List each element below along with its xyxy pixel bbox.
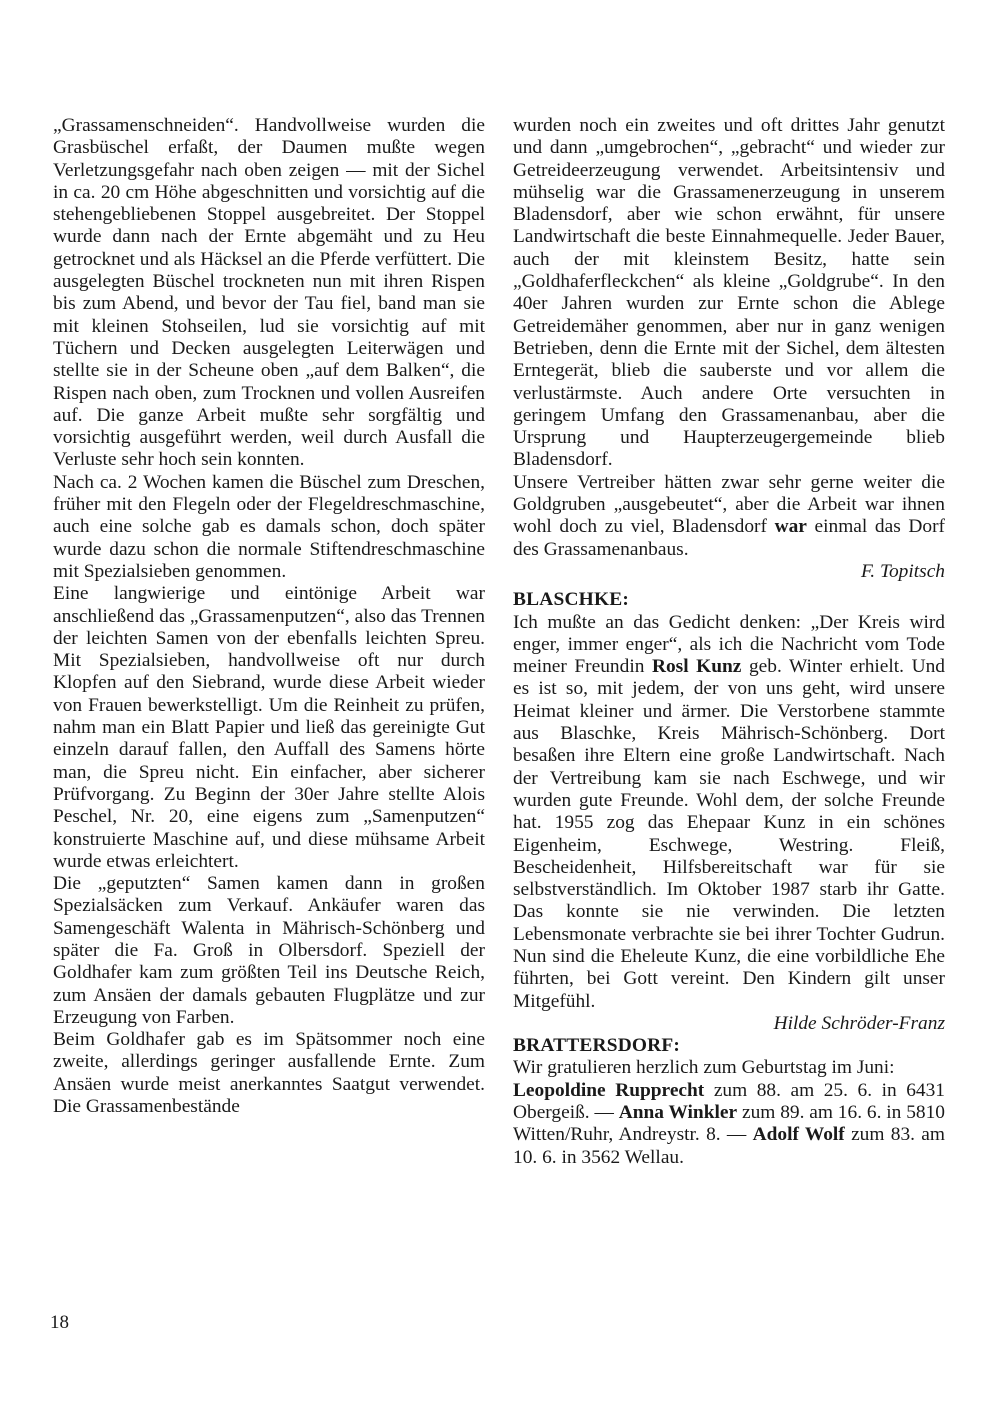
person-name: Adolf Wolf bbox=[752, 1124, 845, 1146]
author-signature: Hilde Schröder-Franz bbox=[773, 1012, 945, 1034]
author-signature: F. Topitsch bbox=[860, 560, 945, 582]
right-column bbox=[513, 115, 945, 1169]
paragraph-text: geb. Winter erhielt. Und es ist so, mit jedem, der von uns geht, wird unsere Heimat kleiner und ärmer. Die Verstorbene stammte aus Blaschke, Kreis Mährisch-Schönberg. Dort besaßen ihre Eltern eine große Landwirtschaft. Nach der Vertreibung kam sie nach Eschwege, und wir wurden gute Freunde. Wohl dem, der solche Freunde hat. 1955 zog das Ehepaar Kunz in ein schönes Eigenheim, Eschwege, Westring. Fleiß, Bescheidenheit, Hilfsbereitschaft war für sie selbstverständlich. Im Oktober 1987 starb ihr Gatte. Das konnte sie nie verwinden. Die letzten Lebensmonate verbrachte sie bei ihrer Tochter Gudrun. Nun sind die Eheleute Kunz, die eine vorbildliche Ehe führten, bei Gott vereint. Den Kindern gilt unser Mitgefühl. bbox=[513, 656, 945, 1012]
person-name: Rosl Kunz bbox=[651, 656, 742, 678]
section-heading-blaschke: BLASCHKE: bbox=[513, 589, 630, 611]
emphasis-word: war bbox=[774, 516, 807, 538]
paragraph-text: zum 88. am 25. 6. in 6431 Obergeiß. — bbox=[513, 1079, 945, 1124]
section-heading-brattersdorf: BRATTERSDORF: bbox=[513, 1035, 681, 1057]
paragraph: Die „geputzten“ Samen kamen dann in großen Spezialsäcken zum Verkauf. Ankäufer waren das Samengeschäft Walenta in Mährisch-Schönberg und später die Fa. Groß in Olbersdorf. Speziell der Goldhafer kam zum größten Teil ins Deutsche Reich, zum Ansäen der damals gebauten Flugplätze und zur Erzeugung von Farben. bbox=[53, 873, 485, 1028]
paragraph-text: zum 83. am 10. 6. in 3562 Wellau. bbox=[513, 1124, 945, 1168]
person-name: Anna Winkler bbox=[618, 1102, 738, 1124]
paragraph: „Grassamenschneiden“. Handvollweise wurden die Grasbüschel erfaßt, der Daumen mußte wegen Verletzungsgefahr nach oben zeigen — mit der Sichel in ca. 20 cm Höhe abgeschnitten und vorsichtig auf die stehengebliebenen Stoppel ausgebreitet. Der Stoppel wurde dann nach der Ernte abgemäht und zu Heu getrocknet und als Häcksel an die Pferde verfüttert. Die ausgelegten Büschel trockneten nun mit ihren Rispen bis zum Abend, und bevor der Tau fiel, band man sie mit kleinen Stohseilen, lud sie vorsichtig auf mit Tüchern und Decken ausgelegten Leiterwägen und stellte sie in der Scheune oben „auf dem Balken“, die Rispen nach oben, zum Trocknen und vollen Ausreifen auf. Die ganze Arbeit mußte sehr sorgfältig und vorsichtig ausgeführt werden, weil durch Ausfall die Verluste sehr hoch sein konnten. bbox=[53, 115, 485, 471]
page-number: 18 bbox=[50, 1312, 69, 1333]
paragraph: Wir gratulieren herzlich zum Geburtstag im Juni: bbox=[513, 1057, 895, 1079]
paragraph-text: Ich mußte an das Gedicht denken: „Der Kreis wird enger, immer enger“, als ich die Nachricht vom Tode meiner Freundin bbox=[513, 611, 945, 678]
paragraph-text: zum 89. am 16. 6. in 5810 Witten/Ruhr, Andreystr. 8. — bbox=[513, 1102, 946, 1146]
paragraph-text: Unsere Vertreiber hätten zwar sehr gerne weiter die Goldgruben „ausgebeutet“, aber die Arbeit war ihnen wohl doch zu viel, Bladensdorf bbox=[513, 471, 945, 538]
paragraph-text: einmal das Dorf des Grassamenanbaus. bbox=[513, 516, 945, 560]
paragraph: Nach ca. 2 Wochen kamen die Büschel zum Dreschen, früher mit den Flegeln oder der Flegeldreschmaschine, auch eine solche gab es damals schon, doch später wurde dazu schon die normale Stiftendreschmaschine mit Spezialsieben genommen. bbox=[53, 471, 485, 582]
person-name: Leopoldine Rupprecht bbox=[513, 1079, 705, 1101]
left-column bbox=[53, 115, 485, 1118]
paragraph bbox=[513, 1080, 945, 1169]
paragraph: wurden noch ein zweites und oft drittes Jahr genutzt und dann „umgebrochen“, „gebracht“ und wieder zur Getreideerzeugung verwendet. Arbeitsintensiv und mühselig war die Grassamenerzeugung in unserem Bladensdorf, aber wie schon erwähnt, für unsere Landwirtschaft die beste Einnahmequelle. Jeder Bauer, auch der mit kleinstem Besitz, hatte sein „Goldhaferfleckchen“ als kleine „Goldgrube“. In den 40er Jahren wurden zur Ernte schon die Ablege Getreidemäher genommen, aber nur in ganz wenigen Betrieben, denn die Ernte mit der Sichel, dem ältesten Erntegerät, blieb die sauberste und vor allem die verlustärmste. Auch andere Orte versuchten in geringem Umfang den Grassamenanbau, aber die Ursprung und Haupterzeugergemeinde blieb Bladensdorf. bbox=[513, 115, 945, 471]
paragraph: Eine langwierige und eintönige Arbeit war anschließend das „Grassamenputzen“, also das Trennen der leichten Samen von der ebenfalls leichten Spreu. Mit Spezialsieben, handvollweise oft nur durch Klopfen auf den Siebrand, wurde diese Arbeit wieder von Frauen bewerkstelligt. Um die Reinheit zu prüfen, nahm man ein Blatt Papier und ließ das gereinigte Gut einzeln darauf fallen, den Auffall des Samens hörte man, die Spreu nicht. Ein einfacher, aber sicherer Prüfvorgang. Zu Beginn der 30er Jahre stellte Alois Peschel, Nr. 20, eine eigens zum „Samenputzen“ konstruierte Maschine auf, und diese mühsame Arbeit wurde etwas erleichtert. bbox=[53, 583, 485, 872]
paragraph bbox=[513, 472, 945, 561]
paragraph: Beim Goldhafer gab es im Spätsommer noch eine zweite, allerdings geringer ausfallende Ernte. Zum Ansäen wurde meist anerkanntes Saatgut verwendet. Die Grassamenbestände bbox=[53, 1029, 485, 1118]
paragraph bbox=[513, 612, 945, 1013]
